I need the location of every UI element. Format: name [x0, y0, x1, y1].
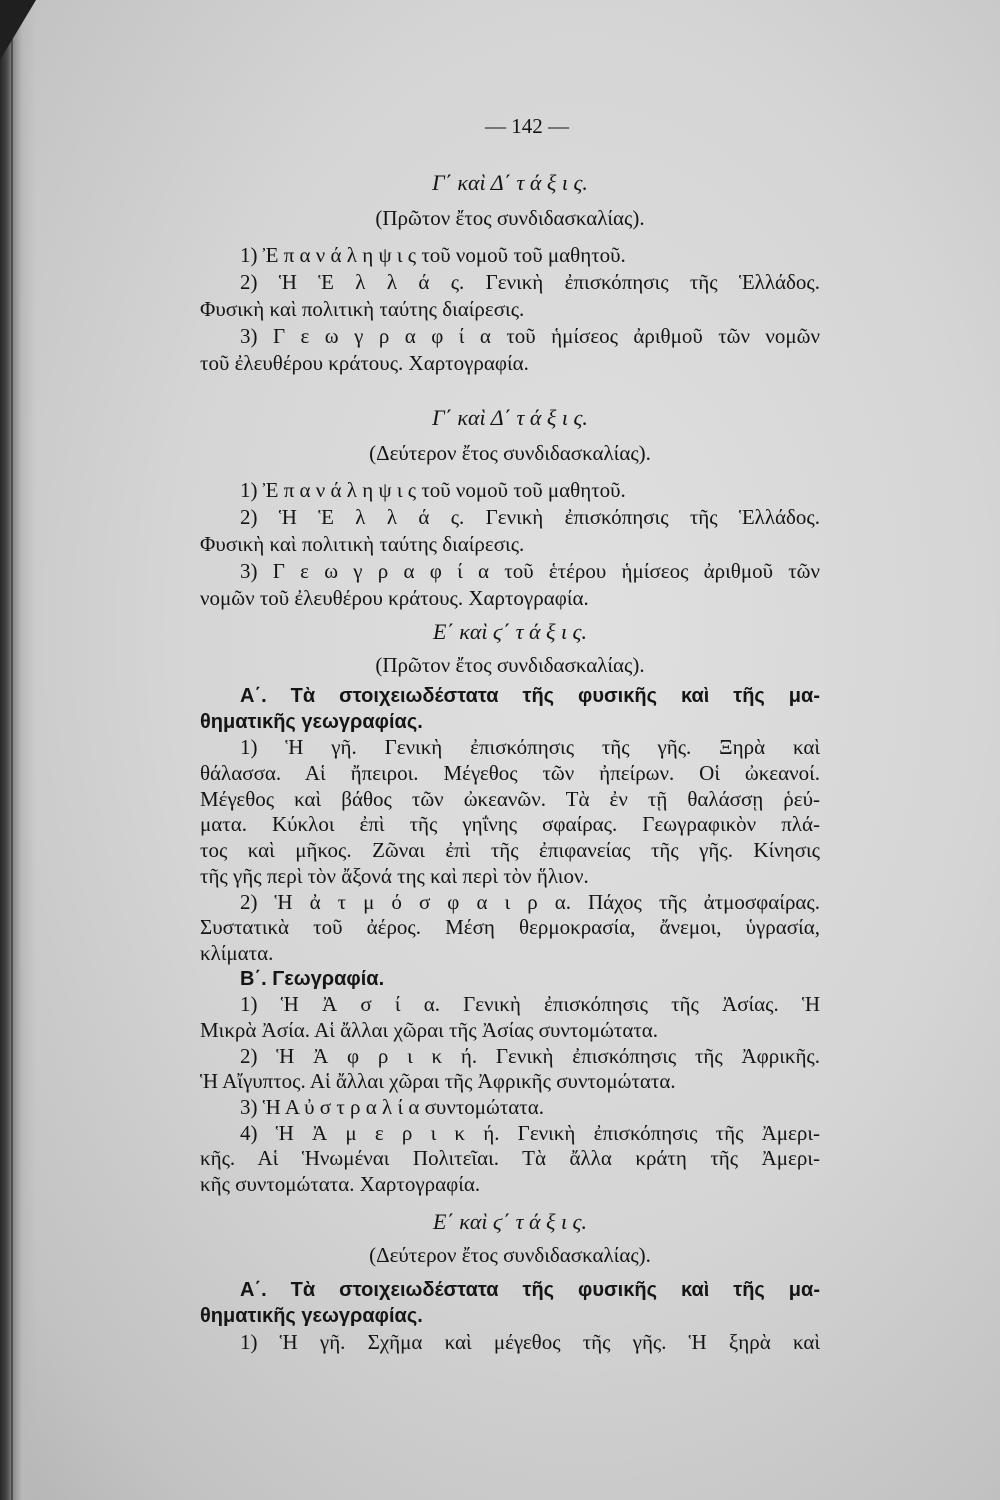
topic-paragraph: [200, 558, 820, 612]
text-line: 2) Ἡ Ἑ λ λ ά ς. Γενικὴ ἐπισκόπησις τῆς Ἑλλάδος.: [240, 270, 820, 294]
section-content: [200, 1277, 820, 1355]
text-line: 3) Γ ε ω γ ρ α φ ί α τοῦ ἑτέρου ἡμίσεος ἀριθμοῦ τῶν: [240, 559, 820, 583]
section-heading: Γ΄ καὶ Δ΄ τ ά ξ ι ς.: [432, 170, 588, 195]
topic-paragraph: [200, 735, 820, 889]
text-line: Συστατικὰ τοῦ ἀέρος. Μέση θερμοκρασία, ἄνεμοι, ὑγρασία,: [200, 915, 820, 940]
text-line: 2) Ἡ ἀ τ μ ό σ φ α ι ρ α. Πάχος τῆς ἀτμοσφαίρας.: [240, 889, 820, 914]
section-content: [200, 242, 820, 377]
section-subheading: (Πρῶτον ἔτος συνδιδασκαλίας).: [375, 206, 645, 230]
text-line: τος καὶ μῆκος. Ζῶναι ἐπὶ τῆς ἐπιφανείας τῆς γῆς. Κίνησις: [200, 838, 820, 863]
text-line: 1) Ἐ π α ν ά λ η ψ ι ς τοῦ νομοῦ τοῦ μαθητοῦ.: [240, 478, 626, 502]
text-line: Μικρὰ Ἀσία. Αἱ ἄλλαι χῶραι τῆς Ἀσίας συντομώτατα.: [200, 1017, 659, 1042]
heading-line: Α΄. Τὰ στοιχειωδέστατα τῆς φυσικῆς καὶ τῆς μα-: [240, 1279, 820, 1301]
text-line: 1) Ἐ π α ν ά λ η ψ ι ς τοῦ νομοῦ τοῦ μαθητοῦ.: [240, 243, 626, 267]
text-line: 1) Ἡ γῆ. Γενικὴ ἐπισκόπησις τῆς γῆς. Ξηρὰ καὶ: [240, 735, 820, 760]
topic-heading: [200, 1277, 820, 1329]
topic-paragraph: [200, 1095, 820, 1121]
page-corner: [0, 0, 36, 60]
topic-paragraph: [200, 242, 820, 269]
section-subheading: (Δεύτερον ἔτος συνδιδασκαλίας).: [369, 441, 651, 465]
topic-heading: [200, 967, 820, 993]
page-number: — 142 —: [485, 114, 569, 138]
topic-paragraph: [200, 1044, 820, 1095]
curriculum-section: [200, 619, 820, 1198]
curriculum-section: [200, 405, 820, 612]
topic-paragraph: [200, 992, 820, 1043]
curriculum-section: [200, 170, 820, 377]
topic-paragraph: [200, 269, 820, 323]
heading-line: θηματικῆς γεωγραφίας.: [200, 710, 423, 733]
section-content: [200, 684, 820, 1198]
section-subheading: (Δεύτερον ἔτος συνδιδασκαλίας).: [369, 1243, 651, 1267]
text-line: Φυσικὴ καὶ πολιτικὴ ταύτης διαίρεσις.: [200, 532, 525, 556]
binding-line: [11, 0, 13, 1500]
text-line: νομῶν τοῦ ἐλευθέρου κράτους. Χαρτογραφία.: [200, 586, 589, 610]
curriculum-section: [200, 1209, 820, 1355]
text-line: κῆς. Αἱ Ἡνωμέναι Πολιτεῖαι. Τὰ ἄλλα κράτη τῆς Ἀμερι-: [200, 1146, 820, 1171]
text-line: 3) Γ ε ω γ ρ α φ ί α τοῦ ἡμίσεος ἀριθμοῦ τῶν νομῶν: [240, 324, 820, 348]
section-content: [200, 477, 820, 612]
text-line: 1) Ἡ Ἀ σ ί α. Γενικὴ ἐπισκόπησις τῆς Ἀσίας. Ἡ: [240, 992, 820, 1017]
text-line: κλίματα.: [200, 940, 274, 965]
text-line: κῆς συντομώτατα. Χαρτογραφία.: [200, 1172, 481, 1197]
text-line: τοῦ ἐλευθέρου κράτους. Χαρτογραφία.: [200, 351, 529, 375]
text-line: ματα. Κύκλοι ἐπὶ τῆς γηΐνης σφαίρας. Γεωγραφικὸν πλά-: [200, 812, 820, 837]
text-line: 4) Ἡ Ἀ μ ε ρ ι κ ή. Γενικὴ ἐπισκόπησις τῆς Ἀμερι-: [240, 1120, 820, 1145]
topic-paragraph: [200, 504, 820, 558]
heading-line: Α΄. Τὰ στοιχειωδέστατα τῆς φυσικῆς καὶ τῆς μα-: [240, 685, 820, 707]
text-line: 1) Ἡ γῆ. Σχῆμα καὶ μέγεθος τῆς γῆς. Ἡ ξηρὰ καὶ: [240, 1330, 820, 1354]
heading-line: θηματικῆς γεωγραφίας.: [200, 1305, 423, 1327]
text-line: 2) Ἡ Ἀ φ ρ ι κ ή. Γενικὴ ἐπισκόπησις τῆς Ἀφρικῆς.: [240, 1043, 820, 1068]
text-line: τῆς γῆς περὶ τὸν ἄξονά της καὶ περὶ τὸν ἥλιον.: [200, 863, 589, 888]
topic-paragraph: [200, 890, 820, 967]
text-line: Ἡ Αἴγυπτος. Αἱ ἄλλαι χῶραι τῆς Ἀφρικῆς συντομώτατα.: [200, 1069, 676, 1094]
topic-paragraph: [200, 477, 820, 504]
text-line: Φυσικὴ καὶ πολιτικὴ ταύτης διαίρεσις.: [200, 297, 525, 321]
page-edge: [0, 0, 36, 1500]
topic-paragraph: [200, 1121, 820, 1198]
section-heading: Ε΄ καὶ ϛ΄ τ ά ξ ι ς.: [433, 619, 587, 644]
section-heading: Ε΄ καὶ ϛ΄ τ ά ξ ι ς.: [433, 1209, 587, 1234]
topic-heading: [200, 684, 820, 735]
text-line: 3) Ἡ Α ὐ σ τ ρ α λ ί α συντομώτατα.: [240, 1095, 544, 1119]
heading-line: Β΄. Γεωγραφία.: [240, 967, 385, 990]
section-subheading: (Πρῶτον ἔτος συνδιδασκαλίας).: [375, 653, 645, 677]
topic-paragraph: [200, 323, 820, 377]
section-heading: Γ΄ καὶ Δ΄ τ ά ξ ι ς.: [432, 405, 588, 430]
text-line: θάλασσα. Αἱ ἤπειροι. Μέγεθος τῶν ἠπείρων. Οἱ ὠκεανοί.: [200, 761, 820, 786]
text-line: 2) Ἡ Ἑ λ λ ά ς. Γενικὴ ἐπισκόπησις τῆς Ἑλλάδος.: [240, 505, 820, 529]
topic-paragraph: [200, 1329, 820, 1355]
text-line: Μέγεθος καὶ βάθος τῶν ὠκεανῶν. Τὰ ἐν τῇ θαλάσσῃ ῥεύ-: [200, 786, 820, 811]
